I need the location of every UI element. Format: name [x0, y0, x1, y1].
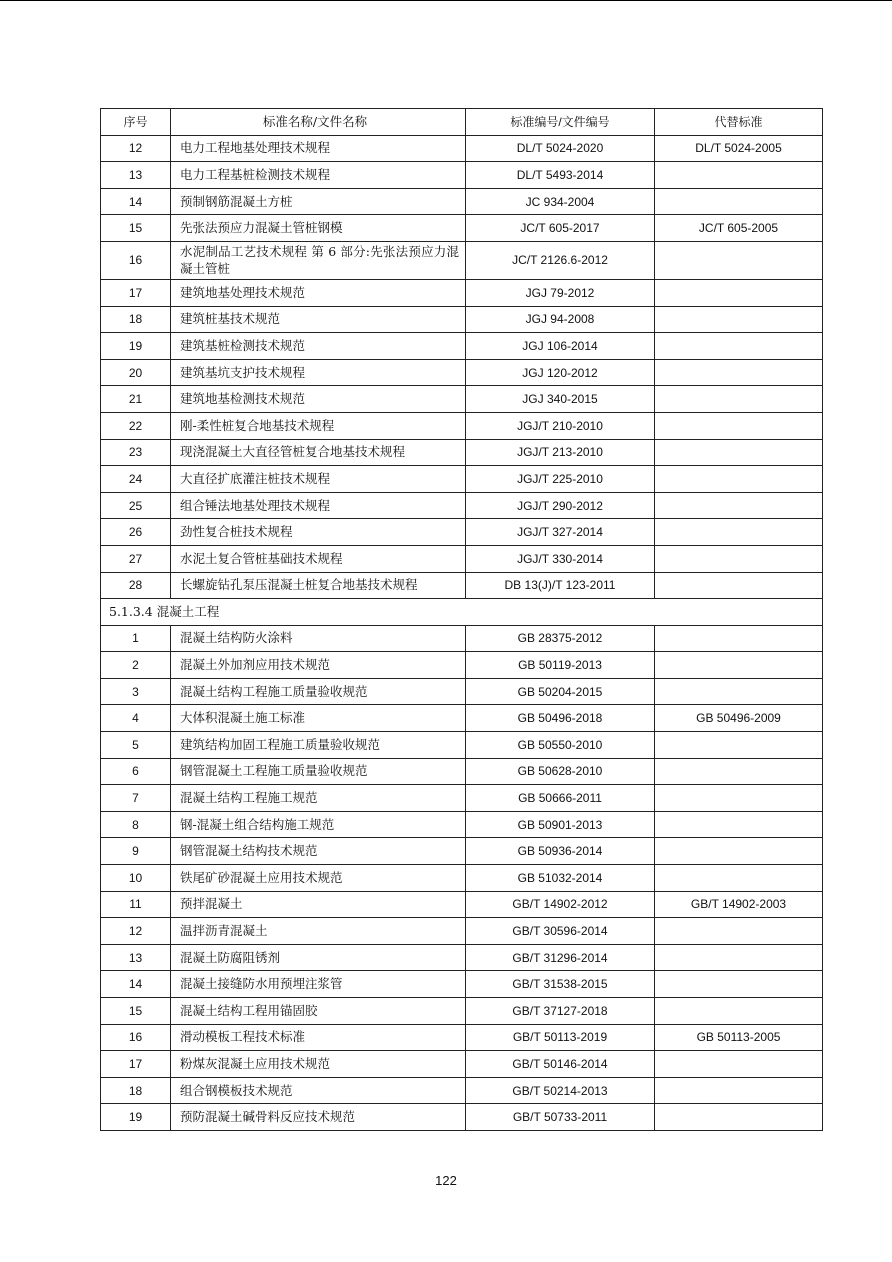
standard-code: GB/T 50146-2014 [466, 1051, 655, 1078]
standard-name: 建筑桩基技术规范 [171, 306, 466, 333]
standard-name: 混凝土结构工程施工质量验收规范 [171, 678, 466, 705]
standard-code: JGJ/T 290-2012 [466, 492, 655, 519]
row-number: 25 [101, 492, 171, 519]
table-row [101, 279, 823, 306]
standard-name: 建筑基坑支护技术规程 [171, 359, 466, 386]
header-name: 标准名称/文件名称 [171, 109, 466, 136]
standard-code: GB/T 37127-2018 [466, 998, 655, 1025]
standard-name: 先张法预应力混凝土管桩钢模 [171, 215, 466, 242]
standard-name: 大直径扩底灌注桩技术规程 [171, 466, 466, 493]
standard-code: JGJ 106-2014 [466, 333, 655, 360]
standard-name: 组合锤法地基处理技术规程 [171, 492, 466, 519]
row-number: 11 [101, 891, 171, 918]
standard-code: GB 50496-2018 [466, 705, 655, 732]
replaced-standard [655, 944, 823, 971]
section-title: 5.1.3.4 混凝土工程 [101, 599, 823, 626]
table-row [101, 944, 823, 971]
table-row [101, 758, 823, 785]
table-row [101, 333, 823, 360]
standards-table [100, 108, 823, 1131]
standard-name: 混凝土结构工程用锚固胶 [171, 998, 466, 1025]
standard-code: GB 50550-2010 [466, 732, 655, 759]
table-row [101, 971, 823, 998]
table-row [101, 572, 823, 599]
row-number: 14 [101, 188, 171, 215]
standard-code: JGJ 79-2012 [466, 279, 655, 306]
standard-name: 电力工程基桩检测技术规程 [171, 162, 466, 189]
replaced-standard [655, 732, 823, 759]
row-number: 16 [101, 241, 171, 279]
standard-name: 混凝土外加剂应用技术规范 [171, 652, 466, 679]
replaced-standard [655, 998, 823, 1025]
replaced-standard: GB 50113-2005 [655, 1024, 823, 1051]
standard-code: JGJ/T 213-2010 [466, 439, 655, 466]
table-row [101, 492, 823, 519]
top-border-line [0, 0, 892, 1]
table-body-part2 [101, 625, 823, 1130]
standard-code: GB/T 30596-2014 [466, 918, 655, 945]
row-number: 19 [101, 333, 171, 360]
standard-name: 预防混凝土碱骨料反应技术规范 [171, 1104, 466, 1131]
table-row [101, 188, 823, 215]
standard-code: JC/T 605-2017 [466, 215, 655, 242]
row-number: 16 [101, 1024, 171, 1051]
standard-name: 大体积混凝土施工标准 [171, 705, 466, 732]
standard-name: 粉煤灰混凝土应用技术规范 [171, 1051, 466, 1078]
row-number: 15 [101, 215, 171, 242]
row-number: 18 [101, 1077, 171, 1104]
row-number: 15 [101, 998, 171, 1025]
replaced-standard [655, 838, 823, 865]
row-number: 27 [101, 545, 171, 572]
row-number: 12 [101, 918, 171, 945]
standard-code: JC/T 2126.6-2012 [466, 241, 655, 279]
standard-code: GB/T 50113-2019 [466, 1024, 655, 1051]
standard-code: JGJ/T 330-2014 [466, 545, 655, 572]
section-row [101, 599, 823, 626]
standard-name: 钢-混凝土组合结构施工规范 [171, 811, 466, 838]
table-header-row [101, 109, 823, 136]
standard-code: DB 13(J)/T 123-2011 [466, 572, 655, 599]
table-row [101, 412, 823, 439]
replaced-standard [655, 625, 823, 652]
standard-code: GB 50204-2015 [466, 678, 655, 705]
standard-code: DL/T 5493-2014 [466, 162, 655, 189]
standard-name: 建筑地基处理技术规范 [171, 279, 466, 306]
standard-code: JGJ 120-2012 [466, 359, 655, 386]
row-number: 26 [101, 519, 171, 546]
standard-code: GB 50936-2014 [466, 838, 655, 865]
standard-name: 铁尾矿砂混凝土应用技术规范 [171, 865, 466, 892]
standard-code: GB 50119-2013 [466, 652, 655, 679]
row-number: 17 [101, 279, 171, 306]
table-row [101, 918, 823, 945]
replaced-standard [655, 652, 823, 679]
standard-code: GB 51032-2014 [466, 865, 655, 892]
table-row [101, 135, 823, 162]
replaced-standard: DL/T 5024-2005 [655, 135, 823, 162]
table-row [101, 652, 823, 679]
table-row [101, 625, 823, 652]
table-row [101, 785, 823, 812]
standard-name: 预制钢筋混凝土方桩 [171, 188, 466, 215]
replaced-standard [655, 359, 823, 386]
replaced-standard [655, 918, 823, 945]
row-number: 9 [101, 838, 171, 865]
replaced-standard [655, 492, 823, 519]
standard-name: 混凝土结构防火涂料 [171, 625, 466, 652]
row-number: 18 [101, 306, 171, 333]
row-number: 8 [101, 811, 171, 838]
standard-name: 钢管混凝土工程施工质量验收规范 [171, 758, 466, 785]
standard-code: JGJ/T 210-2010 [466, 412, 655, 439]
standard-code: GB 28375-2012 [466, 625, 655, 652]
replaced-standard: GB 50496-2009 [655, 705, 823, 732]
table-row [101, 466, 823, 493]
row-number: 19 [101, 1104, 171, 1131]
header-code: 标准编号/文件编号 [466, 109, 655, 136]
replaced-standard [655, 758, 823, 785]
standard-name: 水泥土复合管桩基础技术规程 [171, 545, 466, 572]
standard-code: GB/T 50733-2011 [466, 1104, 655, 1131]
row-number: 2 [101, 652, 171, 679]
row-number: 23 [101, 439, 171, 466]
row-number: 17 [101, 1051, 171, 1078]
row-number: 22 [101, 412, 171, 439]
standard-name: 滑动模板工程技术标准 [171, 1024, 466, 1051]
table-row [101, 545, 823, 572]
row-number: 10 [101, 865, 171, 892]
row-number: 5 [101, 732, 171, 759]
replaced-standard [655, 519, 823, 546]
row-number: 6 [101, 758, 171, 785]
replaced-standard [655, 811, 823, 838]
replaced-standard [655, 785, 823, 812]
row-number: 13 [101, 944, 171, 971]
row-number: 21 [101, 386, 171, 413]
table-row [101, 241, 823, 279]
replaced-standard [655, 279, 823, 306]
replaced-standard [655, 678, 823, 705]
row-number: 4 [101, 705, 171, 732]
table-row [101, 1077, 823, 1104]
standard-name: 钢管混凝土结构技术规范 [171, 838, 466, 865]
replaced-standard [655, 439, 823, 466]
replaced-standard [655, 1104, 823, 1131]
replaced-standard: JC/T 605-2005 [655, 215, 823, 242]
row-number: 24 [101, 466, 171, 493]
standard-name: 建筑结构加固工程施工质量验收规范 [171, 732, 466, 759]
row-number: 13 [101, 162, 171, 189]
replaced-standard [655, 412, 823, 439]
standard-name: 电力工程地基处理技术规程 [171, 135, 466, 162]
standard-name: 建筑基桩检测技术规范 [171, 333, 466, 360]
table-row [101, 811, 823, 838]
standard-name: 混凝土结构工程施工规范 [171, 785, 466, 812]
standard-code: GB 50628-2010 [466, 758, 655, 785]
replaced-standard [655, 971, 823, 998]
standard-code: JGJ/T 225-2010 [466, 466, 655, 493]
table-row [101, 838, 823, 865]
row-number: 12 [101, 135, 171, 162]
table-row [101, 519, 823, 546]
page-number: 122 [435, 1173, 457, 1188]
row-number: 1 [101, 625, 171, 652]
standard-name: 刚-柔性桩复合地基技术规程 [171, 412, 466, 439]
standard-name: 现浇混凝土大直径管桩复合地基技术规程 [171, 439, 466, 466]
table-row [101, 306, 823, 333]
standard-name: 水泥制品工艺技术规程 第 6 部分:先张法预应力混凝土管桩 [171, 241, 466, 279]
standard-code: GB/T 50214-2013 [466, 1077, 655, 1104]
replaced-standard [655, 572, 823, 599]
replaced-standard [655, 162, 823, 189]
standard-name: 混凝土接缝防水用预埋注浆管 [171, 971, 466, 998]
replaced-standard [655, 466, 823, 493]
replaced-standard [655, 865, 823, 892]
standard-name: 预拌混凝土 [171, 891, 466, 918]
table-row [101, 162, 823, 189]
replaced-standard [655, 545, 823, 572]
replaced-standard [655, 1051, 823, 1078]
replaced-standard [655, 333, 823, 360]
table-row [101, 678, 823, 705]
standard-name: 劲性复合桩技术规程 [171, 519, 466, 546]
row-number: 7 [101, 785, 171, 812]
table-row [101, 1104, 823, 1131]
replaced-standard [655, 241, 823, 279]
standard-name: 长螺旋钻孔泵压混凝土桩复合地基技术规程 [171, 572, 466, 599]
row-number: 28 [101, 572, 171, 599]
table-row [101, 732, 823, 759]
table-row [101, 891, 823, 918]
replaced-standard [655, 188, 823, 215]
standard-code: JGJ 340-2015 [466, 386, 655, 413]
standard-code: JGJ 94-2008 [466, 306, 655, 333]
standard-name: 组合钢模板技术规范 [171, 1077, 466, 1104]
standard-code: GB 50666-2011 [466, 785, 655, 812]
standard-name: 温拌沥青混凝土 [171, 918, 466, 945]
table-body-part1 [101, 135, 823, 599]
table-row [101, 865, 823, 892]
standard-code: JGJ/T 327-2014 [466, 519, 655, 546]
replaced-standard: GB/T 14902-2003 [655, 891, 823, 918]
standard-code: DL/T 5024-2020 [466, 135, 655, 162]
row-number: 3 [101, 678, 171, 705]
section-row-group [101, 599, 823, 626]
row-number: 20 [101, 359, 171, 386]
row-number: 14 [101, 971, 171, 998]
table-row [101, 439, 823, 466]
standard-code: GB/T 31296-2014 [466, 944, 655, 971]
replaced-standard [655, 386, 823, 413]
table-row [101, 705, 823, 732]
standard-code: GB/T 31538-2015 [466, 971, 655, 998]
standard-name: 混凝土防腐阻锈剂 [171, 944, 466, 971]
table-row [101, 1024, 823, 1051]
header-no: 序号 [101, 109, 171, 136]
table-row [101, 998, 823, 1025]
table-row [101, 215, 823, 242]
table-row [101, 1051, 823, 1078]
standard-code: GB 50901-2013 [466, 811, 655, 838]
standard-code: JC 934-2004 [466, 188, 655, 215]
header-replaces: 代替标准 [655, 109, 823, 136]
replaced-standard [655, 1077, 823, 1104]
table-row [101, 386, 823, 413]
standard-name: 建筑地基检测技术规范 [171, 386, 466, 413]
table-row [101, 359, 823, 386]
standard-code: GB/T 14902-2012 [466, 891, 655, 918]
replaced-standard [655, 306, 823, 333]
